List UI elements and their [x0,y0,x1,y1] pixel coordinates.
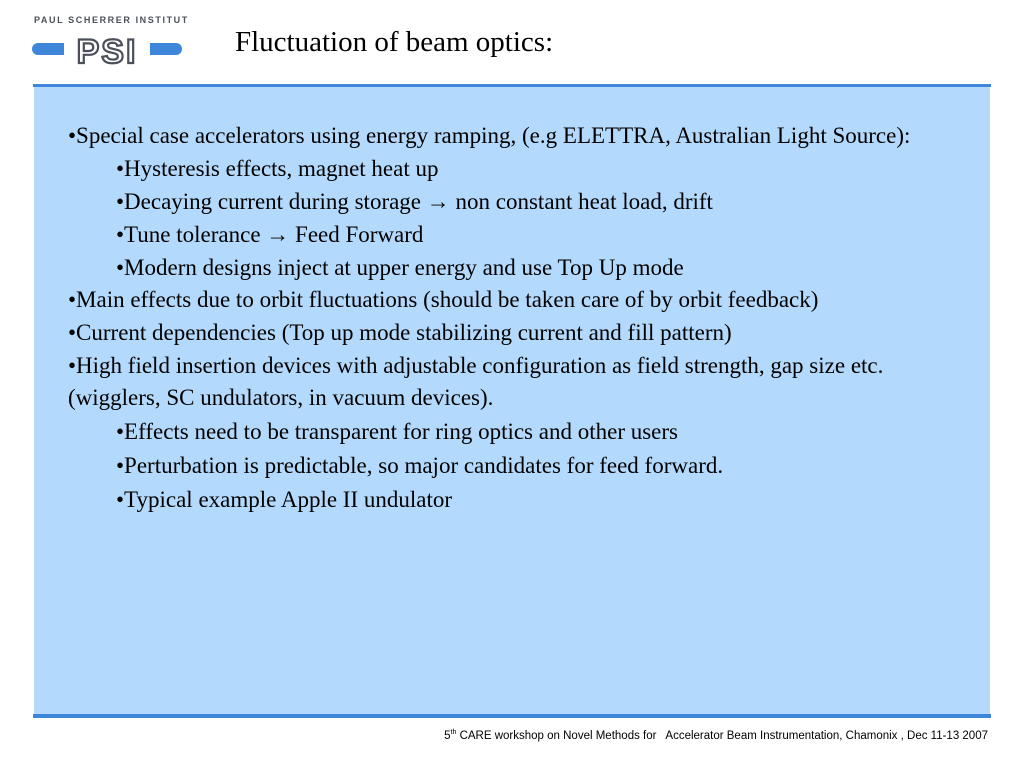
psi-logo-mark [32,27,182,73]
sub-bullet-item: •Typical example Apple II undulator [116,487,453,512]
bullet-item: •Current dependencies (Top up mode stabilizing current and fill pattern) [68,320,732,345]
bullet-item: •Main effects due to orbit fluctuations (should be taken care of by orbit feedback) [68,287,819,312]
sub-bullet-item: •Perturbation is predictable, so major candidates for feed forward. [116,453,724,478]
bullet-item: •Special case accelerators using energy ramping, (e.g ELETTRA, Australian Light Source): [68,123,911,148]
footer-number: 5 [444,729,451,742]
footer-superscript: th [450,729,457,736]
sub-bullet-item: •Effects need to be transparent for ring optics and other users [116,419,678,444]
logo-caption: PAUL SCHERRER INSTITUT [34,15,189,25]
bullet-item: •High field insertion devices with adjustable configuration as field strength, gap size etc. (wigglers, SC undulators, in vacuum devices). [68,353,884,410]
footer-text: CARE workshop on Novel Methods for Accelerator Beam Instrumentation, Chamonix , Dec 11-13 2007 [456,729,988,742]
bottom-divider [33,714,991,718]
sub-bullet-item: •Modern designs inject at upper energy and use Top Up mode [116,255,684,280]
footer-citation [444,729,988,742]
logo-mark-text: PSI [76,33,138,71]
slide-title: Fluctuation of beam optics: [235,26,554,58]
psi-logo [32,15,189,73]
sub-bullet-item: •Tune tolerance → Feed Forward [116,222,424,247]
sub-bullet-item: •Decaying current during storage → non constant heat load, drift [116,189,713,214]
sub-bullet-item: •Hysteresis effects, magnet heat up [116,156,439,181]
bullet-list [68,120,968,516]
